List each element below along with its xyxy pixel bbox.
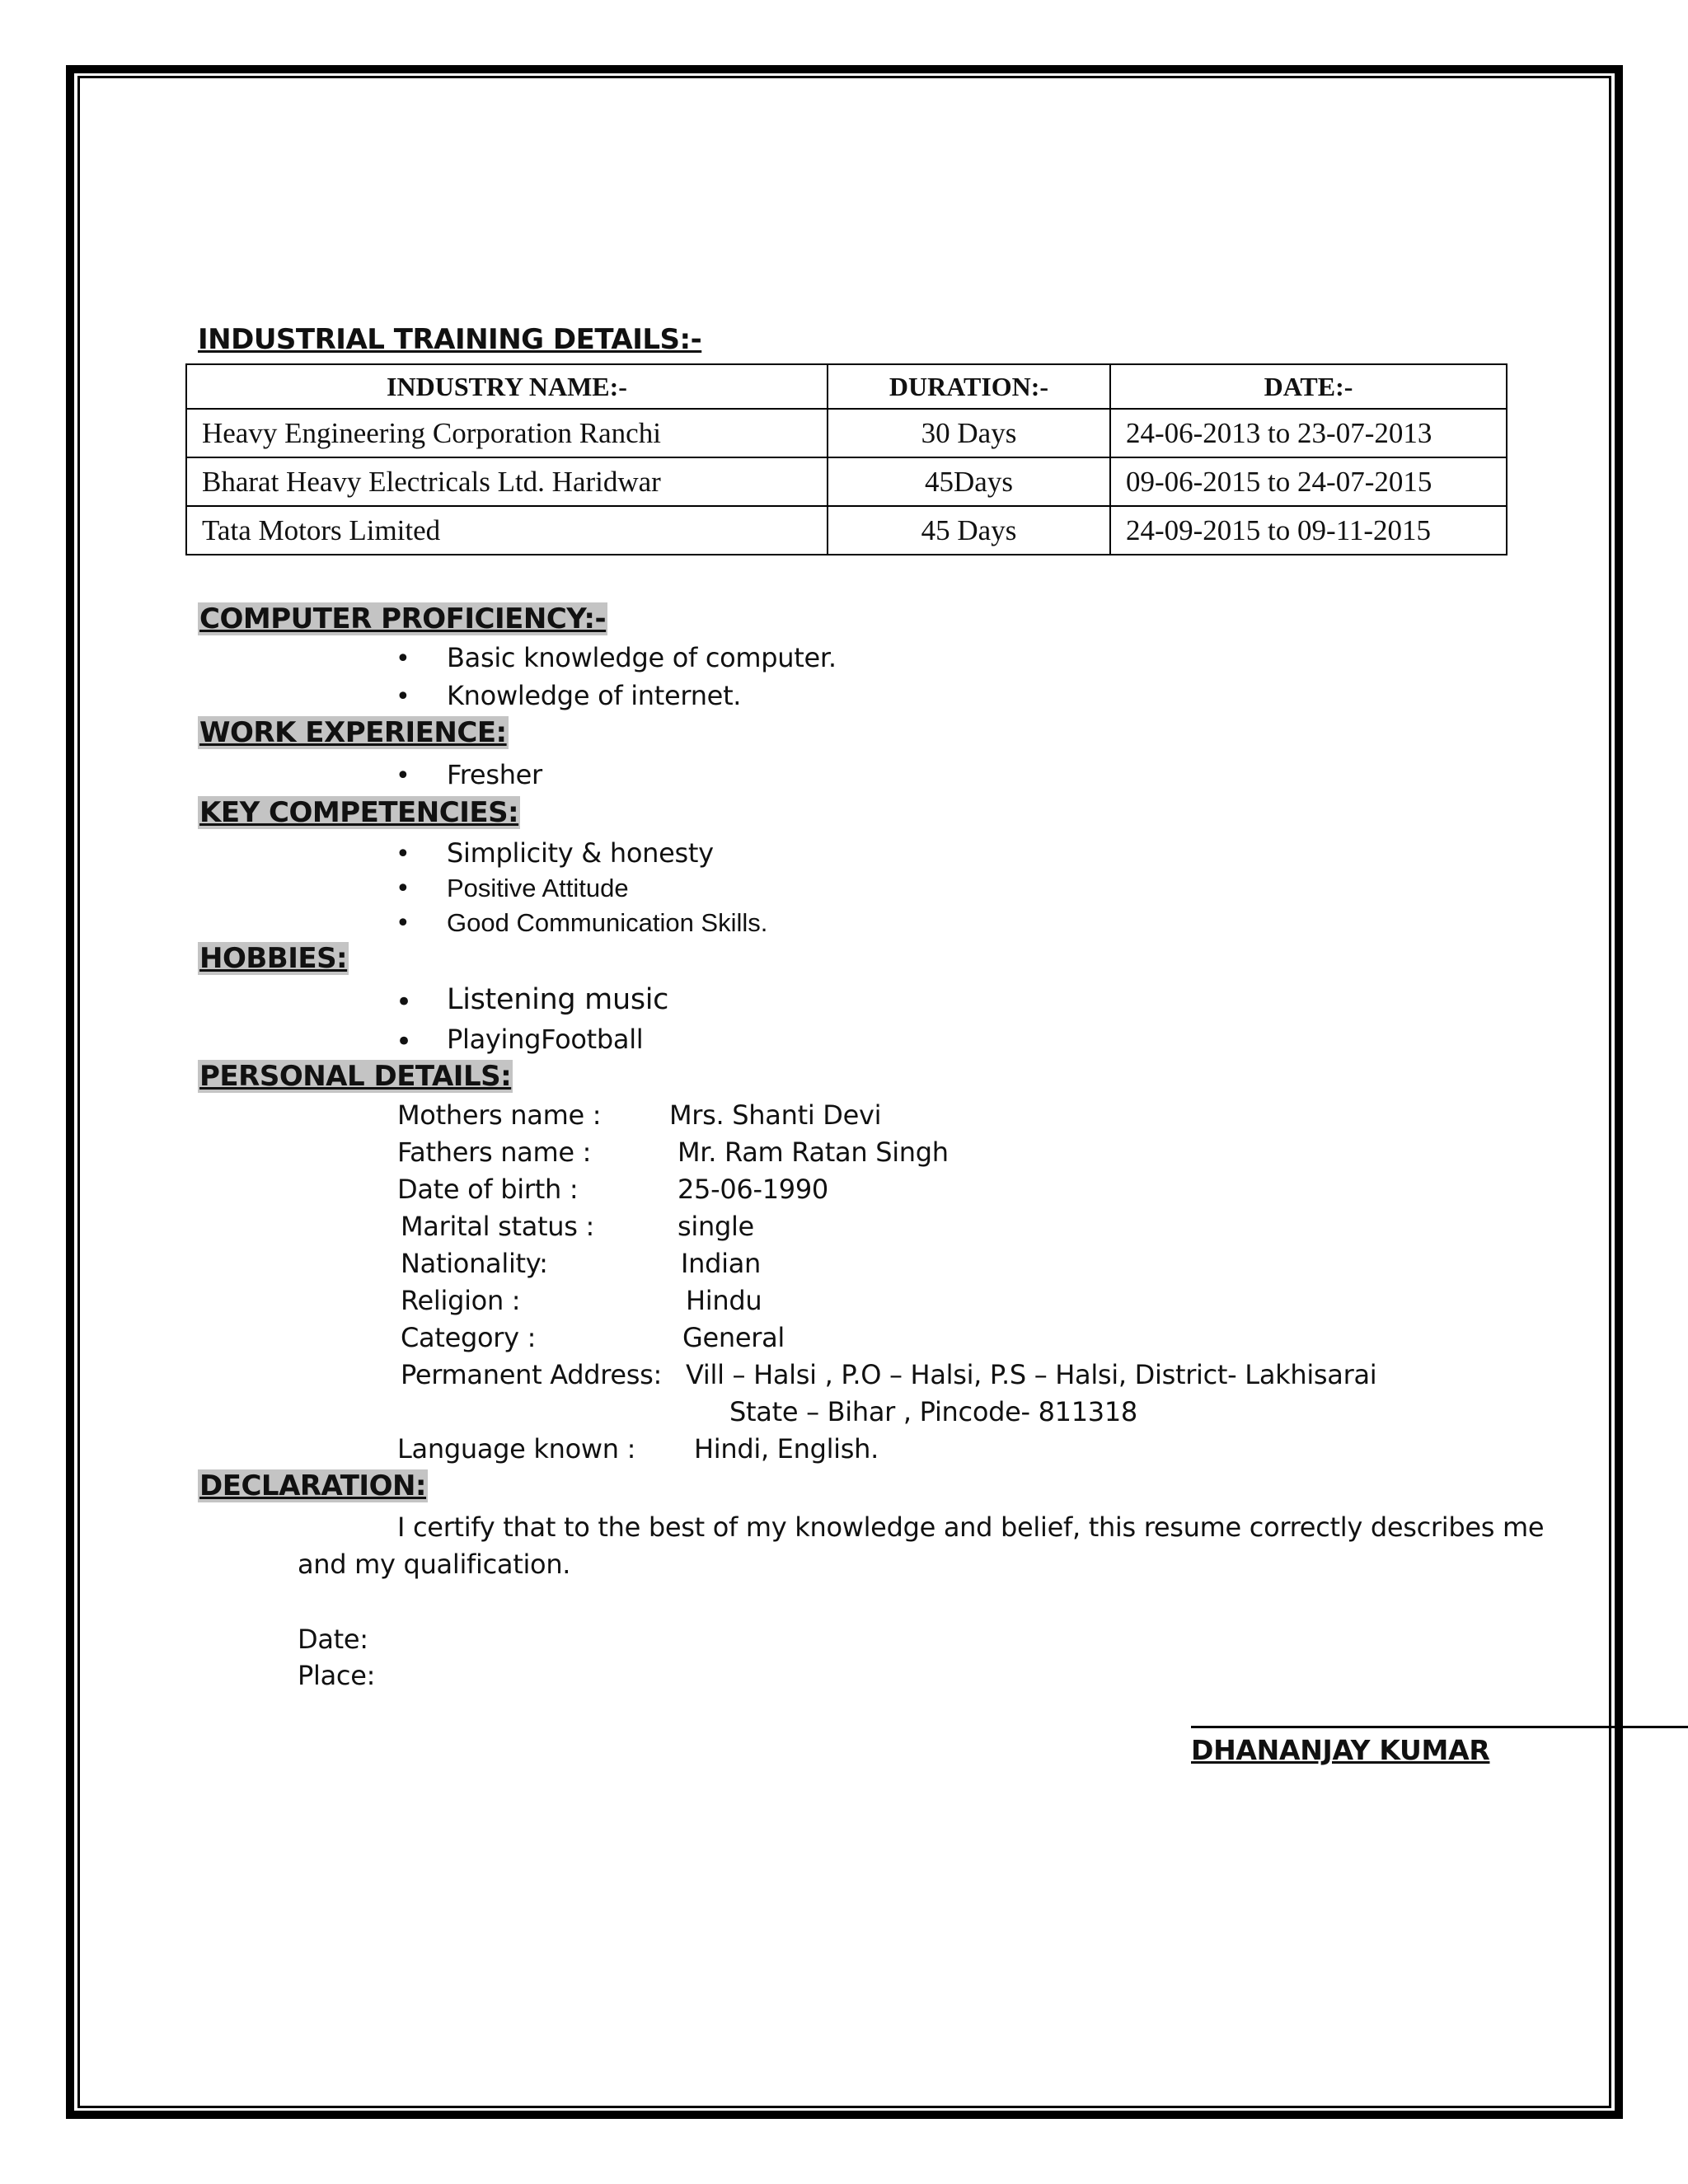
work-heading	[198, 716, 509, 749]
language-label: Language known :	[397, 1433, 636, 1465]
duration-cell: 30 Days	[828, 409, 1110, 457]
list-item: PlayingFootball	[447, 1024, 644, 1055]
duration-cell: 45Days	[828, 457, 1110, 506]
column-header-duration: DURATION:-	[828, 364, 1110, 409]
computer-heading-text: COMPUTER PROFICIENCY:-	[199, 602, 607, 635]
declaration-text-line-1: I certify that to the best of my knowledge and belief, this resume correctly describes me	[397, 1511, 1545, 1543]
marital-status-label: Marital status :	[401, 1211, 594, 1242]
hobbies-heading	[198, 942, 349, 975]
address-line-1: Vill – Halsi , P.O – Halsi, P.S – Halsi, District- Lakhisarai	[686, 1359, 1377, 1390]
bullet-icon: •	[396, 1025, 413, 1058]
category-value: General	[682, 1322, 785, 1353]
address-label: Permanent Address:	[401, 1359, 663, 1390]
training-table	[185, 363, 1507, 555]
table-row	[186, 506, 1507, 555]
table-row	[186, 457, 1507, 506]
place-label: Place:	[298, 1660, 376, 1691]
personal-heading-text: PERSONAL DETAILS:	[199, 1060, 512, 1093]
date-cell: 24-06-2013 to 23-07-2013	[1110, 409, 1507, 457]
declaration-text-line-2: and my qualification.	[298, 1549, 571, 1580]
marital-status-value: single	[678, 1211, 754, 1242]
bullet-icon: •	[396, 840, 410, 869]
competencies-heading-text: KEY COMPETENCIES:	[199, 796, 519, 829]
bullet-icon: •	[396, 874, 410, 903]
personal-heading	[198, 1060, 513, 1093]
table-header-row	[186, 364, 1507, 409]
category-label: Category :	[401, 1322, 537, 1353]
dob-value: 25-06-1990	[678, 1174, 828, 1205]
competencies-heading	[198, 796, 520, 829]
list-item: Simplicity & honesty	[447, 837, 714, 869]
date-cell: 09-06-2015 to 24-07-2015	[1110, 457, 1507, 506]
mothers-name-label: Mothers name :	[397, 1099, 602, 1131]
hobbies-heading-text: HOBBIES:	[199, 942, 348, 975]
nationality-label: Nationality:	[401, 1248, 548, 1279]
dob-label: Date of birth :	[397, 1174, 579, 1205]
date-cell: 24-09-2015 to 09-11-2015	[1110, 506, 1507, 555]
list-item: Knowledge of internet.	[447, 680, 742, 711]
training-heading: INDUSTRIAL TRAINING DETAILS:-	[198, 323, 702, 356]
signature-line	[1191, 1726, 1688, 1728]
mothers-name-value: Mrs. Shanti Devi	[669, 1099, 882, 1131]
declaration-heading	[198, 1469, 428, 1502]
address-line-2: State – Bihar , Pincode- 811318	[729, 1396, 1137, 1427]
fathers-name-label: Fathers name :	[397, 1137, 592, 1168]
list-item: Basic knowledge of computer.	[447, 642, 837, 673]
list-item: Listening music	[447, 983, 669, 1016]
list-item: Positive Attitude	[447, 874, 629, 902]
work-heading-text: WORK EXPERIENCE:	[199, 716, 507, 749]
industry-cell: Bharat Heavy Electricals Ltd. Haridwar	[186, 457, 828, 506]
bullet-icon: •	[396, 762, 410, 790]
fathers-name-value: Mr. Ram Ratan Singh	[678, 1137, 949, 1168]
column-header-date: DATE:-	[1110, 364, 1507, 409]
industry-cell: Tata Motors Limited	[186, 506, 828, 555]
computer-heading	[198, 602, 607, 635]
bullet-icon: •	[396, 909, 410, 938]
religion-value: Hindu	[686, 1285, 762, 1316]
industry-cell: Heavy Engineering Corporation Ranchi	[186, 409, 828, 457]
nationality-value: Indian	[681, 1248, 762, 1279]
duration-cell: 45 Days	[828, 506, 1110, 555]
language-value: Hindi, English.	[694, 1433, 879, 1465]
date-label: Date:	[298, 1624, 368, 1655]
bullet-icon: •	[396, 682, 410, 711]
signature-name: DHANANJAY KUMAR	[1191, 1734, 1490, 1766]
table-row	[186, 409, 1507, 457]
column-header-industry: INDUSTRY NAME:-	[186, 364, 828, 409]
bullet-icon: •	[396, 986, 413, 1019]
religion-label: Religion :	[401, 1285, 521, 1316]
list-item: Good Communication Skills.	[447, 908, 768, 937]
list-item: Fresher	[447, 759, 542, 790]
bullet-icon: •	[396, 644, 410, 673]
declaration-heading-text: DECLARATION:	[199, 1469, 427, 1502]
